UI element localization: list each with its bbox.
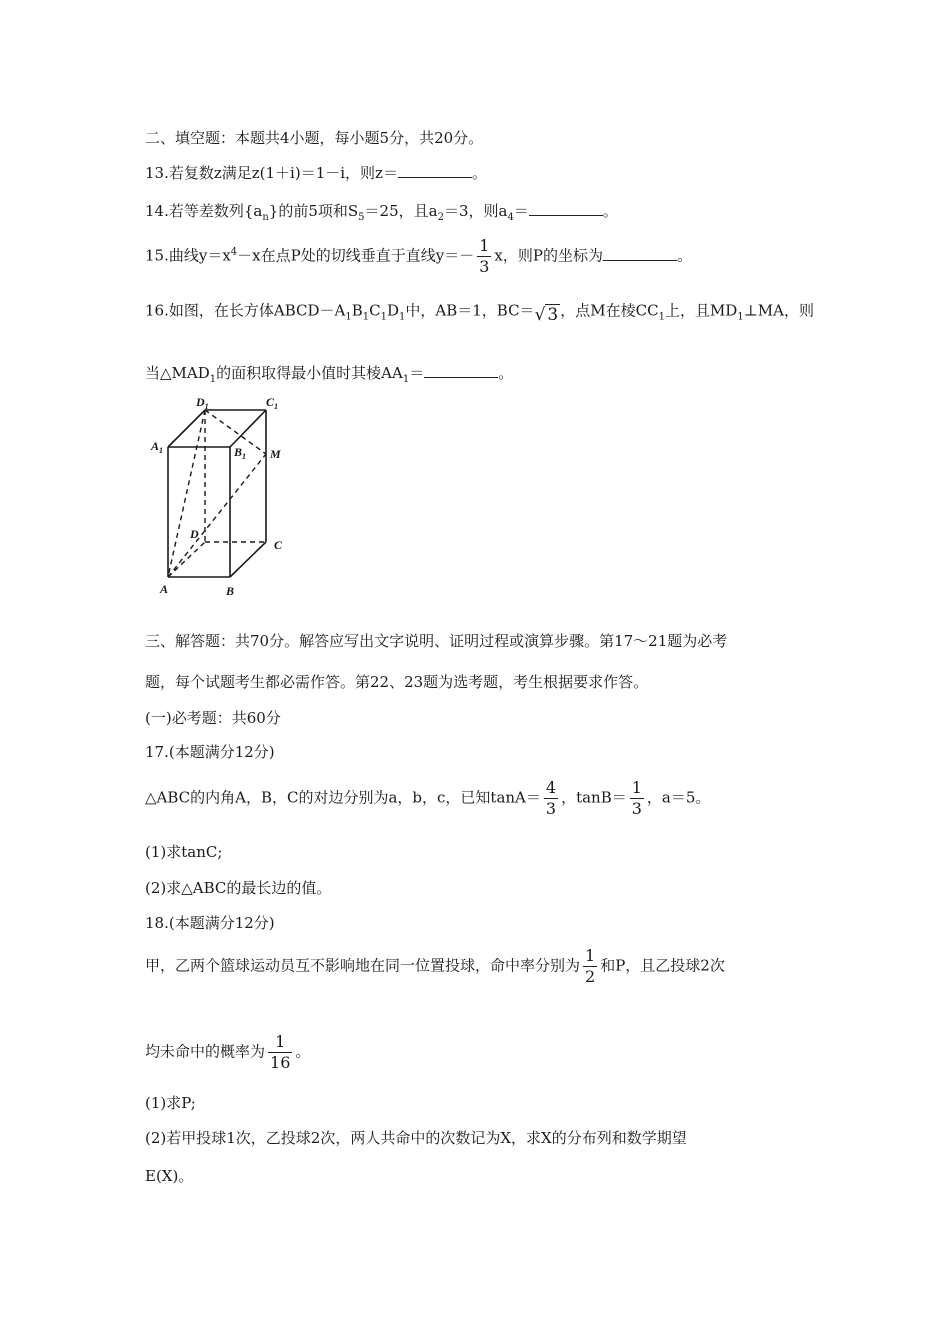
label-A1: $A_1$ [151, 439, 164, 455]
label-C: C [274, 538, 283, 552]
section2-title: 二、填空题：本题共4小题，每小题5分，共20分。 [145, 129, 484, 147]
question-15: 15.曲线$y=x^4-x$在点P处的切线垂直于直线y＝－ $\frac{1}{3}$ x，则P的坐标为 。 [145, 236, 692, 276]
segment-AM [168, 454, 266, 577]
fraction: $\frac{1}{2}$ [585, 946, 596, 986]
question-13: 13.若复数z满足z(1＋i)＝1－i，则z＝ 。 [145, 164, 487, 182]
label-M: M [270, 447, 281, 461]
label-D1: $D_1$ [196, 395, 209, 411]
square-root: √ 3 [534, 305, 559, 325]
answer-blank [424, 363, 498, 378]
fraction: $\frac{4}{3}$ [545, 778, 557, 818]
section3-line1: 三、解答题：共70分。解答应写出文字说明、证明过程或演算步骤。第17～21题为必考 [145, 632, 728, 650]
fraction: $\frac{1}{3}$ [479, 236, 490, 276]
q17-body: △ABC的内角A，B，C的对边分别为a，b，c，已知tanA＝ $\frac{4}{3}$ ，tanB＝ $\frac{1}{3}$ ，a＝5。 [145, 778, 711, 818]
label-C1: $C_1$ [266, 395, 279, 411]
q17-part2: (2)求△ABC的最长边的值。 [145, 879, 332, 897]
label-D: D [190, 527, 199, 541]
q18-part2-cont: E(X)。 [145, 1167, 194, 1185]
answer-blank [398, 163, 472, 178]
q18-body-line2: 均未命中的概率为 $\frac{1}{16}$ 。 [145, 1032, 311, 1072]
edge-AD-hidden [168, 542, 205, 577]
question-16-line2: 当$\triangle MAD_1$的面积取得最小值时其棱$AA_1=$ 。 [145, 364, 514, 385]
question-16-line1: 16.如图，在长方体$ABCD-A_1B_1C_1D_1$中，AB＝1，BC＝√ 3 ，点M在棱$CC_1$上，且$MD_1\perp MA$，则 [145, 298, 814, 328]
fraction: $\frac{1}{3}$ [631, 778, 642, 818]
edge-A1D1 [168, 410, 205, 447]
fraction: $\frac{1}{16}$ [270, 1032, 291, 1072]
edge-B1C1 [230, 410, 266, 447]
q17-header: 17.(本题满分12分) [145, 743, 275, 761]
label-A: A [160, 582, 169, 596]
answer-blank [603, 246, 677, 261]
section3-part1: (一)必考题：共60分 [145, 709, 281, 727]
answer-blank [529, 201, 603, 216]
edge-BC [230, 542, 266, 577]
q18-header: 18.(本题满分12分) [145, 914, 275, 932]
diagonal-AD1 [168, 410, 205, 577]
q17-part1: (1)求tanC; [145, 843, 223, 861]
q18-part1: (1)求P; [145, 1094, 196, 1112]
prism-figure [148, 392, 298, 602]
q13-text: 13.若复数z满足z(1＋i)＝1－i，则z＝ [145, 164, 398, 182]
label-B: B [226, 584, 235, 598]
question-14: 14.若等差数列$\{a_n\}$的前5项和$S_5=25$，且$a_2=3$，则$a_4=$ 。 [145, 202, 618, 223]
label-B1: $B_1$ [234, 445, 247, 461]
q18-part2: (2)若甲投球1次，乙投球2次，两人共命中的次数记为X，求X的分布列和数学期望 [145, 1129, 687, 1147]
q18-body-line1: 甲，乙两个篮球运动员互不影响地在同一位置投球，命中率分别为 $\frac{1}{2}$ 和P，且乙投球2次 [145, 946, 725, 986]
section3-line2: 题，每个试题考生都必需作答。第22、23题为选考题，考生根据要求作答。 [145, 673, 649, 691]
